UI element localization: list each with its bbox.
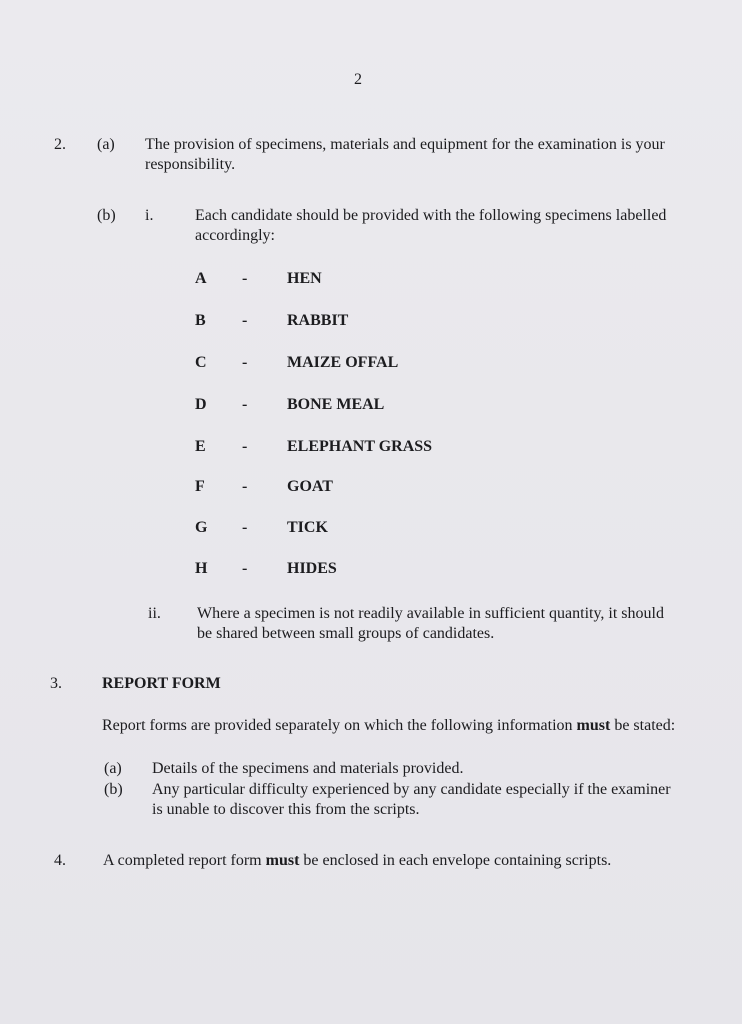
specimen-dash: - <box>242 478 248 495</box>
specimen-name: MAIZE OFFAL <box>287 354 399 371</box>
report-form-heading: REPORT FORM <box>102 675 221 692</box>
specimen-dash: - <box>242 560 248 577</box>
specimen-dash: - <box>242 519 248 536</box>
specimen-name: HIDES <box>287 560 337 577</box>
page-number: 2 <box>354 71 362 88</box>
item-2b-ii-label: ii. <box>148 605 161 622</box>
specimen-letter: A <box>195 270 207 287</box>
specimen-letter: E <box>195 438 206 455</box>
specimen-dash: - <box>242 270 248 287</box>
item-2-number: 2. <box>54 136 66 153</box>
specimen-letter: D <box>195 396 207 413</box>
report-form-intro <box>102 716 675 736</box>
item-3b-text: Any particular difficulty experienced by any candidate especially if the examiner is unable to discover this from the scripts. <box>152 781 671 818</box>
specimen-name: ELEPHANT GRASS <box>287 438 433 455</box>
item-3-number: 3. <box>50 675 62 692</box>
item-4-number: 4. <box>54 852 66 869</box>
intro-emphasis: must <box>576 717 611 734</box>
item-4-text-start: A completed report form <box>103 852 266 869</box>
intro-text-end: be stated: <box>610 717 676 734</box>
item-3a-text: Details of the specimens and materials provided. <box>152 760 464 777</box>
item-4-text-end: be enclosed in each envelope containing scripts. <box>299 852 612 869</box>
specimen-name: RABBIT <box>287 312 349 329</box>
item-2a-label: (a) <box>97 136 115 153</box>
specimen-dash: - <box>242 396 248 413</box>
intro-text-start: Report forms are provided separately on which the following information <box>102 717 577 734</box>
item-2b-i-text: Each candidate should be provided with the following specimens labelled accordingly: <box>195 207 667 244</box>
specimen-letter: F <box>195 478 205 495</box>
specimen-letter: G <box>195 519 208 536</box>
item-2b-i-label: i. <box>145 207 154 224</box>
specimen-name: BONE MEAL <box>287 396 385 413</box>
item-4-emphasis: must <box>265 852 300 869</box>
item-3a-label: (a) <box>104 760 122 777</box>
specimen-dash: - <box>242 312 248 329</box>
specimen-name: GOAT <box>287 478 333 495</box>
item-2b-label: (b) <box>97 207 116 224</box>
specimen-dash: - <box>242 354 248 371</box>
item-2b-ii-text: Where a specimen is not readily available in sufficient quantity, it should be shared between small groups of candidates. <box>197 605 664 642</box>
specimen-dash: - <box>242 438 248 455</box>
item-2a-text: The provision of specimens, materials and equipment for the examination is your responsibility. <box>145 136 665 173</box>
specimen-name: TICK <box>287 519 328 536</box>
item-4-text <box>103 851 611 871</box>
specimen-letter: C <box>195 354 207 371</box>
specimen-letter: B <box>195 312 206 329</box>
specimen-letter: H <box>195 560 208 577</box>
specimen-name: HEN <box>287 270 322 287</box>
item-3b-label: (b) <box>104 781 123 798</box>
